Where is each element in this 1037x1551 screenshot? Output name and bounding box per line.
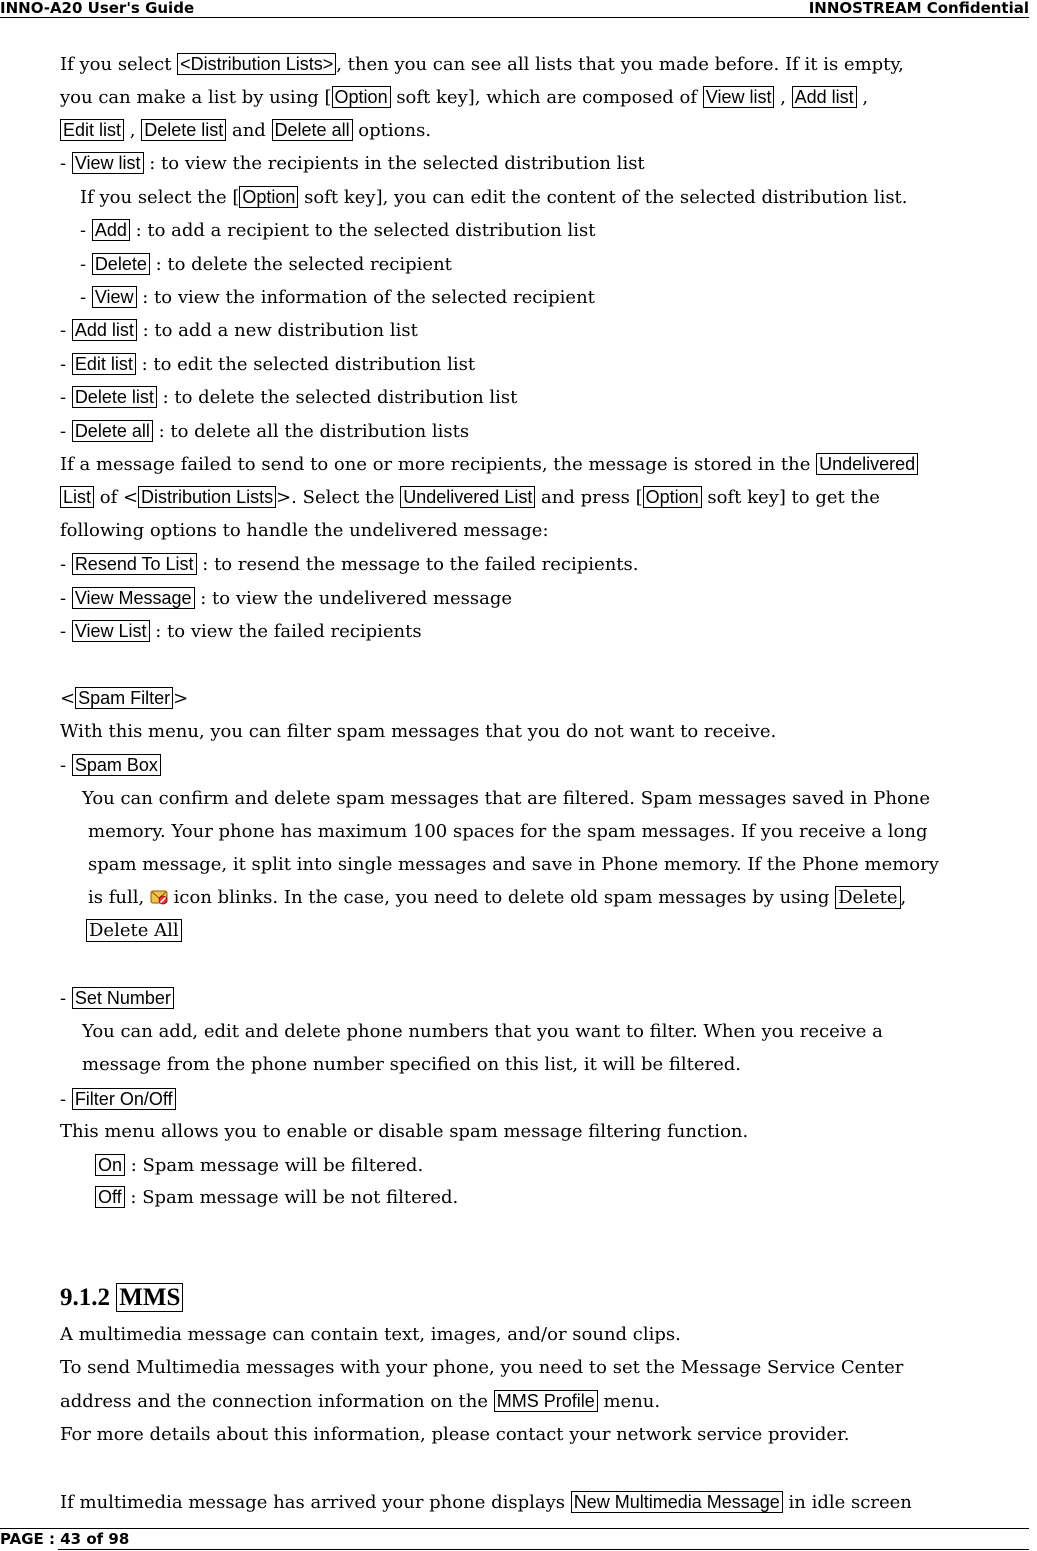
delete-key: Delete (92, 253, 150, 275)
sub-item-delete: - Delete : to delete the selected recipient (80, 254, 452, 275)
resend-item: - Resend To List : to resend the message to the failed recipients. (60, 554, 639, 575)
add-key: Add (92, 219, 130, 241)
view-list-key: View list (72, 152, 144, 174)
view-key: View (92, 286, 137, 308)
add-list-key: Add list (792, 86, 857, 108)
spam-box-key: Spam Box (72, 754, 161, 776)
mms-text-5: If multimedia message has arrived your phone displays New Multimedia Message in idle screen (60, 1492, 912, 1513)
header-confidential: INNOSTREAM Confidential (808, 0, 1029, 17)
set-number-text-2: message from the phone number specified on this list, it will be filtered. (82, 1054, 742, 1075)
spam-intro: With this menu, you can filter spam messages that you do not want to receive. (60, 721, 777, 742)
mms-text-3: address and the connection information on the MMS Profile menu. (60, 1391, 661, 1412)
delete-list-key: Delete list (141, 119, 226, 141)
undelivered-key-part2: List (60, 486, 94, 508)
add-list-key: Add list (72, 319, 137, 341)
undelivered-line-1: If a message failed to send to one or more recipients, the message is stored in the Undelivered (60, 452, 918, 476)
view-message-key: View Message (72, 587, 195, 609)
resend-to-list-key: Resend To List (72, 553, 197, 575)
new-multimedia-message-key: New Multimedia Message (571, 1491, 783, 1513)
dist-lists-key: Distribution Lists (138, 486, 276, 508)
mms-text-1: A multimedia message can contain text, images, and/or sound clips. (60, 1324, 681, 1345)
footer-rule-top (0, 1528, 1029, 1529)
sub-options-intro: If you select the [ Option soft key], you can edit the content of the selected distribution list. (80, 187, 908, 208)
spam-box-text-3: spam message, it split into single messages and save in Phone memory. If the Phone memory (88, 854, 939, 875)
edit-list-item: - Edit list : to edit the selected distribution list (60, 354, 476, 375)
delete-all-option: Delete All (86, 919, 182, 942)
delete-all-item: - Delete all : to delete all the distribution lists (60, 421, 470, 442)
delete-all-key: Delete all (272, 119, 353, 141)
dist-intro-line-3: Edit list , Delete list and Delete all options. (60, 118, 431, 142)
filter-onoff-key: Filter On/Off (72, 1088, 176, 1110)
mms-text-4: For more details about this information, please contact your network service provider. (60, 1424, 850, 1445)
page-number: PAGE : 43 of 98 (0, 1530, 130, 1548)
off-key: Off (95, 1186, 125, 1208)
undelivered-line-2: List of < Distribution Lists >. Select the Undelivered List and press [ Option soft key] to get the (60, 485, 880, 509)
spam-message-icon (150, 888, 168, 906)
delete-option: Delete (835, 886, 900, 909)
set-number-text-1: You can add, edit and delete phone numbers that you want to filter. When you receive a (82, 1021, 883, 1042)
undelivered-line-3: following options to handle the undelivered message: (60, 520, 549, 541)
spam-box-text-2: memory. Your phone has maximum 100 spaces for the spam messages. If you receive a long (88, 821, 928, 842)
edit-list-key: Edit list (60, 119, 124, 141)
spam-filter-title: < Spam Filter > (60, 688, 189, 709)
dist-intro-line-2: you can make a list by using [ Option soft key], which are composed of View list , Add list , (60, 87, 869, 108)
filter-on-item: On : Spam message will be filtered. (95, 1153, 423, 1177)
header-doc-title: INNO-A20 User's Guide (0, 0, 195, 17)
dist-intro-line-1: If you select <Distribution Lists> , then you can see all lists that you made before. If it is empty, (60, 54, 904, 75)
delete-all-key: Delete all (72, 420, 153, 442)
spam-box-text-5 (86, 919, 182, 943)
on-key: On (95, 1154, 125, 1176)
page-footer (0, 1528, 1029, 1550)
view-message-item: - View Message : to view the undelivered message (60, 588, 513, 609)
mms-profile-key: MMS Profile (494, 1390, 598, 1412)
sub-item-add: - Add : to add a recipient to the selected distribution list (80, 220, 596, 241)
filter-off-item: Off : Spam message will be not filtered. (95, 1185, 458, 1209)
set-number-key: Set Number (72, 987, 174, 1009)
sub-item-view: - View : to view the information of the selected recipient (80, 287, 595, 308)
spam-filter-key: Spam Filter (75, 687, 173, 709)
spam-box-item: - Spam Box (60, 753, 161, 777)
option-key: Option (332, 86, 391, 108)
view-list-item: - View list : to view the recipients in the selected distribution list (60, 153, 645, 174)
filter-intro: This menu allows you to enable or disable spam message filtering function. (60, 1121, 749, 1142)
page-header (0, 0, 1029, 18)
mms-text-2: To send Multimedia messages with your phone, you need to set the Message Service Center (60, 1357, 904, 1378)
set-number-item: - Set Number (60, 986, 174, 1010)
mms-section-heading: 9.1.2 MMS (60, 1282, 183, 1314)
view-list-key: View list (703, 86, 775, 108)
edit-list-key: Edit list (72, 353, 136, 375)
delete-list-item: - Delete list : to delete the selected distribution list (60, 387, 518, 408)
view-list-key: View List (72, 620, 150, 642)
dist-lists-key: <Distribution Lists> (177, 53, 336, 75)
delete-list-key: Delete list (72, 386, 157, 408)
footer-rule-bottom (58, 1549, 1029, 1550)
view-failed-list-item: - View List : to view the failed recipients (60, 621, 422, 642)
mms-heading-key: MMS (116, 1283, 183, 1312)
undelivered-list-key: Undelivered List (400, 486, 535, 508)
option-key: Option (239, 186, 298, 208)
undelivered-key-part1: Undelivered (816, 453, 918, 475)
filter-onoff-item: - Filter On/Off (60, 1087, 176, 1111)
option-key: Option (643, 486, 702, 508)
spam-box-text-4: is full, icon blinks. In the case, you need to delete old spam messages by using Delete , (88, 887, 907, 908)
spam-box-text-1: You can confirm and delete spam messages that are filtered. Spam messages saved in Phone (82, 788, 931, 809)
add-list-item: - Add list : to add a new distribution list (60, 320, 418, 341)
